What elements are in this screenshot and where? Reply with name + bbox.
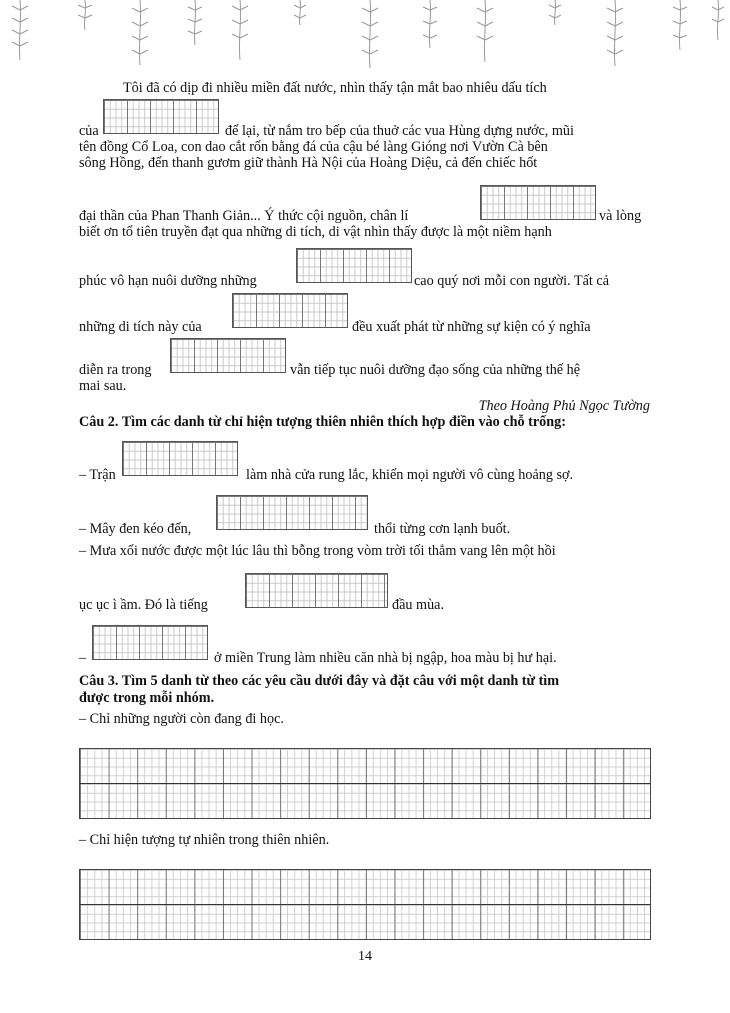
q2-item-3a: – Mưa xối nước được một lúc lâu thì bỗng trong vòm trời tối thẳm vang lên một hồi	[79, 543, 556, 559]
page-number: 14	[358, 949, 372, 964]
writing-grid-2[interactable]	[79, 869, 651, 940]
question-3-title-line-1: Câu 3. Tìm 5 danh từ theo các yêu cầu dưới đây và đặt câu với một danh từ tìm	[79, 673, 560, 689]
q2-item-4a: –	[79, 650, 87, 666]
question-3-title-line-2: được trong mỗi nhóm.	[79, 690, 215, 706]
q3-group-2-label: – Chỉ hiện tượng tự nhiên trong thiên nhiên.	[79, 832, 330, 848]
passage-line-7b: cao quý nơi mỗi con người. Tất cả	[414, 273, 610, 289]
q2-item-1a: – Trận	[79, 467, 116, 483]
q2-item-3b: ục ục ì ầm. Đó là tiếng	[79, 597, 208, 613]
passage-line-2b: để lại, từ nắm tro bếp của thuở các vua Hùng dựng nước, mũi	[225, 123, 574, 139]
q2-item-2b: thổi từng cơn lạnh buốt.	[374, 521, 511, 537]
passage-source: Theo Hoàng Phủ Ngọc Tường	[478, 398, 650, 414]
vine-icon	[12, 0, 28, 60]
passage-line-1: Tôi đã có dịp đi nhiều miền đất nước, nhìn thấy tận mắt bao nhiêu dấu tích	[123, 80, 547, 96]
passage-line-5b: và lòng	[599, 208, 642, 224]
passage-line-8b: đều xuất phát từ những sự kiện có ý nghĩa	[352, 319, 591, 335]
answer-grid-q2-2[interactable]	[216, 495, 368, 530]
answer-grid-3[interactable]	[296, 248, 412, 283]
passage-line-8a: những di tích này của	[79, 319, 202, 335]
passage-line-9a: diễn ra trong	[79, 362, 152, 378]
passage-line-7a: phúc vô hạn nuôi dưỡng những	[79, 273, 257, 289]
q2-item-4b: ở miền Trung làm nhiều căn nhà bị ngập, hoa màu bị hư hại.	[214, 650, 557, 666]
q2-item-2a: – Mây đen kéo đến,	[79, 521, 192, 537]
answer-grid-4[interactable]	[232, 293, 348, 328]
answer-grid-q2-3[interactable]	[245, 573, 388, 608]
answer-grid-2[interactable]	[480, 185, 596, 220]
passage-line-9b: vẫn tiếp tục nuôi dưỡng đạo sống của những thế hệ	[290, 362, 581, 378]
q2-item-3c: đầu mùa.	[392, 597, 445, 613]
answer-grid-1[interactable]	[103, 99, 219, 134]
passage-line-3: tên đồng Cổ Loa, con dao cắt rốn bằng đá của cậu bé làng Gióng nơi Vườn Cà bên	[79, 139, 548, 155]
question-2-title: Câu 2. Tìm các danh từ chỉ hiện tượng thiên nhiên thích hợp điền vào chỗ trống:	[79, 414, 566, 430]
answer-grid-5[interactable]	[170, 338, 286, 373]
decorative-vine-banner	[0, 0, 730, 72]
passage-line-4: sông Hồng, đến thanh gươm giữ thành Hà Nội của Hoàng Diệu, cả đến chiếc hốt	[79, 155, 538, 171]
passage-line-6: biết ơn tổ tiên truyền đạt qua những di tích, di vật nhìn thấy được là một niềm hạnh	[79, 224, 552, 240]
passage-line-2a: của	[79, 123, 99, 139]
writing-grid-1[interactable]	[79, 748, 651, 819]
q3-group-1-label: – Chỉ những người còn đang đi học.	[79, 711, 284, 727]
answer-grid-q2-1[interactable]	[122, 441, 238, 476]
passage-line-10: mai sau.	[79, 378, 127, 394]
answer-grid-q2-4[interactable]	[92, 625, 208, 660]
passage-line-5a: đại thần của Phan Thanh Giản... Ý thức cội nguồn, chân lí	[79, 208, 409, 224]
q2-item-1b: làm nhà cửa rung lắc, khiến mọi người vô cùng hoảng sợ.	[246, 467, 574, 483]
